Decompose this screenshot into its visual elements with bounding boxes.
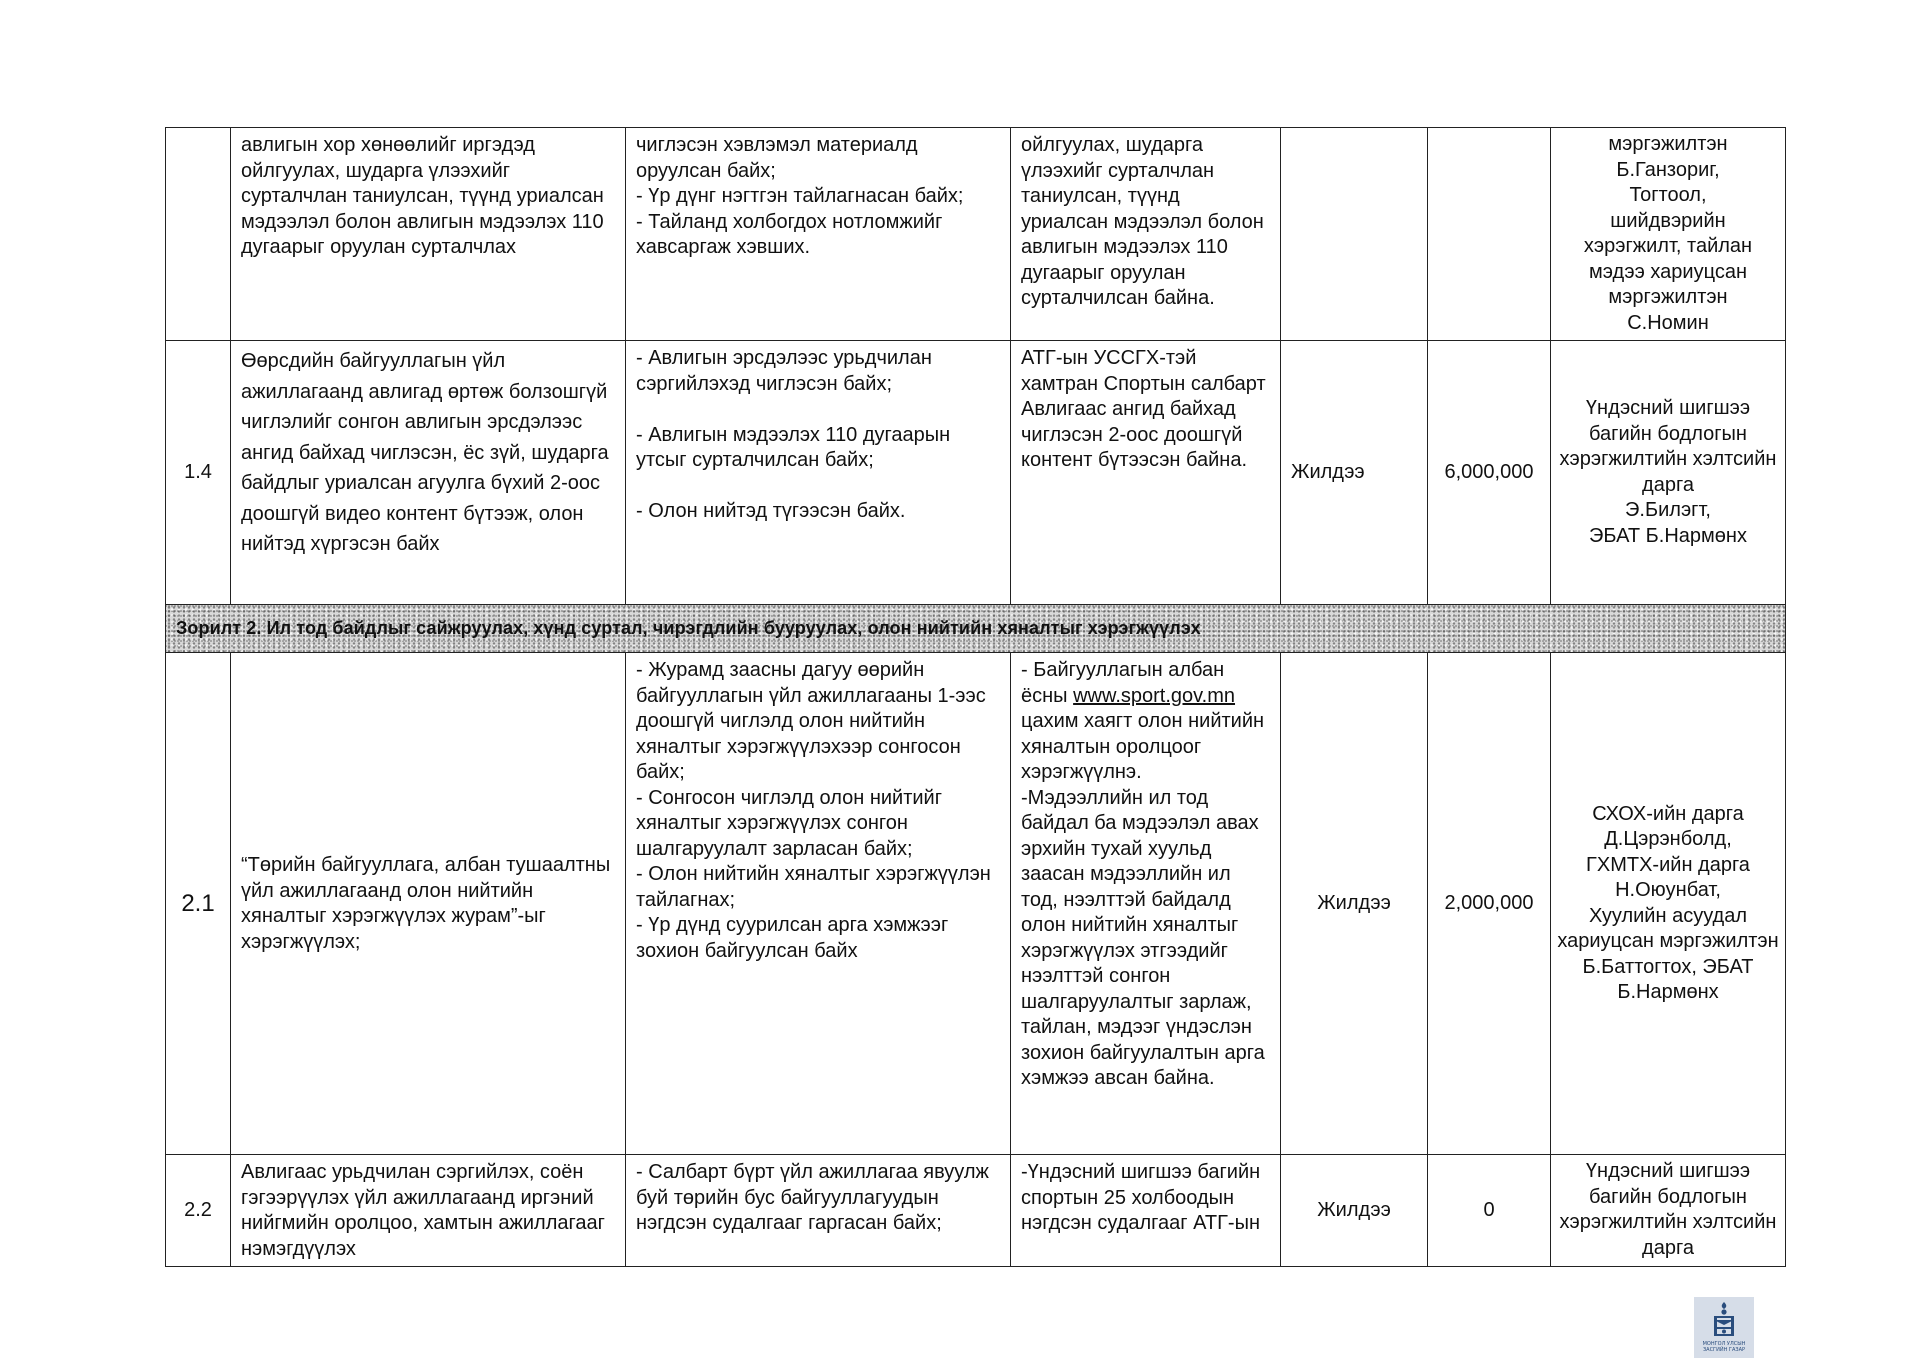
row-number: 1.4	[166, 341, 231, 605]
activity-cell: Өөрсдийн байгууллагын үйл ажиллагаанд авлигад өртөж болзошгүй чиглэлийг сонгон авлигын эрсдэлээс ангид байхад чиглэсэн, ёс зүй, шударга байдлыг уриалсан агуулга бүхий 2-оос доошгүй видео контент бүтээж, олон нийтэд хүргэсэн байх	[231, 341, 626, 605]
activity-cell: авлигын хор хөнөөлийг иргэдэд ойлгуулах, шударга үлээхийг сурталчлан таниулсан, түүнд уриалсан мэдээлэл болон авлигын мэдээлэх 110 дугаарыг оруулан сурталчлах	[231, 128, 626, 341]
expected-result-cell: - Журамд заасны дагуу өөрийн байгууллагын үйл ажиллагааны 1-ээс доошгүй чиглэлд олон нийтийн хяналтыг хэрэгжүүлэхээр сонгосон байх; - Сонгосон чиглэлд олон нийтийг хяналтыг хэрэгжүүлэх сонгон шалгаруулалт зарласан байх; - Олон нийтийн хяналтыг хэрэгжүүлэн тайлагнах; - Үр дүнд суурилсан арга хэмжээг зохион байгуулсан байх	[626, 653, 1011, 1155]
implementation-text-prefix: - Байгууллагын албан ёсны	[1021, 659, 1225, 707]
table-row	[166, 341, 1786, 605]
frequency-cell: Жилдээ	[1281, 341, 1428, 605]
activity-cell: Авлигаас урьдчилан сэргийлэх, соён гэгээрүүлэх үйл ажиллагаанд иргэний нийгмийн оролцоо, хамтын ажиллагааг нэмэгдүүлэх	[231, 1155, 626, 1267]
frequency-cell	[1281, 128, 1428, 341]
soyombo-emblem-icon	[1709, 1301, 1739, 1339]
seal-caption: МОНГОЛ УЛСЫН ЗАСГИЙН ГАЗАР	[1702, 1341, 1746, 1353]
government-seal-logo	[1694, 1297, 1754, 1358]
budget-cell: 2,000,000	[1428, 653, 1551, 1155]
implementation-cell: ойлгуулах, шударга үлээхийг сурталчлан таниулсан, түүнд уриалсан мэдээлэл болон авлигын мэдээлэх 110 дугаарыг оруулан сурталчилсан байна.	[1011, 128, 1281, 341]
budget-cell	[1428, 128, 1551, 341]
implementation-cell: АТГ-ын УССГХ-тэй хамтран Спортын салбарт Авлигаас ангид байхад чиглэсэн 2-оос доошгүй контент бүтээсэн байна.	[1011, 341, 1281, 605]
implementation-cell	[1011, 653, 1281, 1155]
implementation-cell: -Үндэсний шигшээ багийн спортын 25 холбоодын нэгдсэн судалгааг АТГ-ын	[1011, 1155, 1281, 1267]
row-number: 2.2	[166, 1155, 231, 1267]
table-row	[166, 1155, 1786, 1267]
implementation-text-suffix: цахим хаягт олон нийтийн хяналтын оролцоог хэрэгжүүлнэ. -Мэдээллийн ил тод байдал ба мэдээлэл авах эрхийн тухай хуульд заасан мэдээллийн ил тод, нээлттэй байдалд олон нийтийн хяналтыг хэрэгжүүлэх этгээдийг нээлттэй сонгон шалгаруулалтыг зарлаж, тайлан, мэдээг үндэслэн зохион байгуулалтын арга хэмжээ авсан байна.	[1021, 710, 1265, 1089]
goal-row	[166, 605, 1786, 653]
responsible-cell: Үндэсний шигшээ багийн бодлогын хэрэгжилтийн хэлтсийн дарга Э.Билэгт, ЭБАТ Б.Нармөнх	[1551, 341, 1786, 605]
table-row	[166, 128, 1786, 341]
responsible-cell: мэргэжилтэн Б.Ганзориг, Тогтоол, шийдвэрийн хэрэгжилт, тайлан мэдээ хариуцсан мэргэжилтэн С.Номин	[1551, 128, 1786, 341]
responsible-cell: СХОХ-ийн дарга Д.Цэрэнболд, ГХМТХ-ийн дарга Н.Оюунбат, Хуулийн асуудал хариуцсан мэргэжилтэн Б.Баттогтох, ЭБАТ Б.Нармөнх	[1551, 653, 1786, 1155]
responsible-cell: Үндэсний шигшээ багийн бодлогын хэрэгжилтийн хэлтсийн дарга	[1551, 1155, 1786, 1267]
expected-result-cell: - Салбарт бүрт үйл ажиллагаа явуулж буй төрийн бус байгууллагуудын нэгдсэн судалгааг гаргасан байх;	[626, 1155, 1011, 1267]
frequency-cell: Жилдээ	[1281, 1155, 1428, 1267]
activity-cell: “Төрийн байгууллага, албан тушаалтны үйл ажиллагаанд олон нийтийн хяналтыг хэрэгжүүлэх журам”-ыг хэрэгжүүлэх;	[231, 653, 626, 1155]
expected-result-cell: - Авлигын эрсдэлээс урьдчилан сэргийлэхэд чиглэсэн байх; - Авлигын мэдээлэх 110 дугаарын утсыг сурталчилсан байх; - Олон нийтэд түгээсэн байх.	[626, 341, 1011, 605]
action-plan-table	[165, 127, 1786, 1267]
budget-cell: 6,000,000	[1428, 341, 1551, 605]
row-number: 2.1	[166, 653, 231, 1155]
website-link[interactable]: www.sport.gov.mn	[1073, 684, 1236, 707]
table-row	[166, 653, 1786, 1155]
budget-cell: 0	[1428, 1155, 1551, 1267]
goal-heading: Зорилт 2. Ил тод байдлыг сайжруулах, хүнд суртал, чирэгдлийн бууруулах, олон нийтийн хяналтыг хэрэгжүүлэх	[166, 605, 1786, 653]
expected-result-cell: чиглэсэн хэвлэмэл материалд оруулсан байх; - Үр дүнг нэгтгэн тайлагнасан байх; - Тайланд холбогдох нотломжийг хавсаргаж хэвших.	[626, 128, 1011, 341]
row-number	[166, 128, 231, 341]
frequency-cell: Жилдээ	[1281, 653, 1428, 1155]
